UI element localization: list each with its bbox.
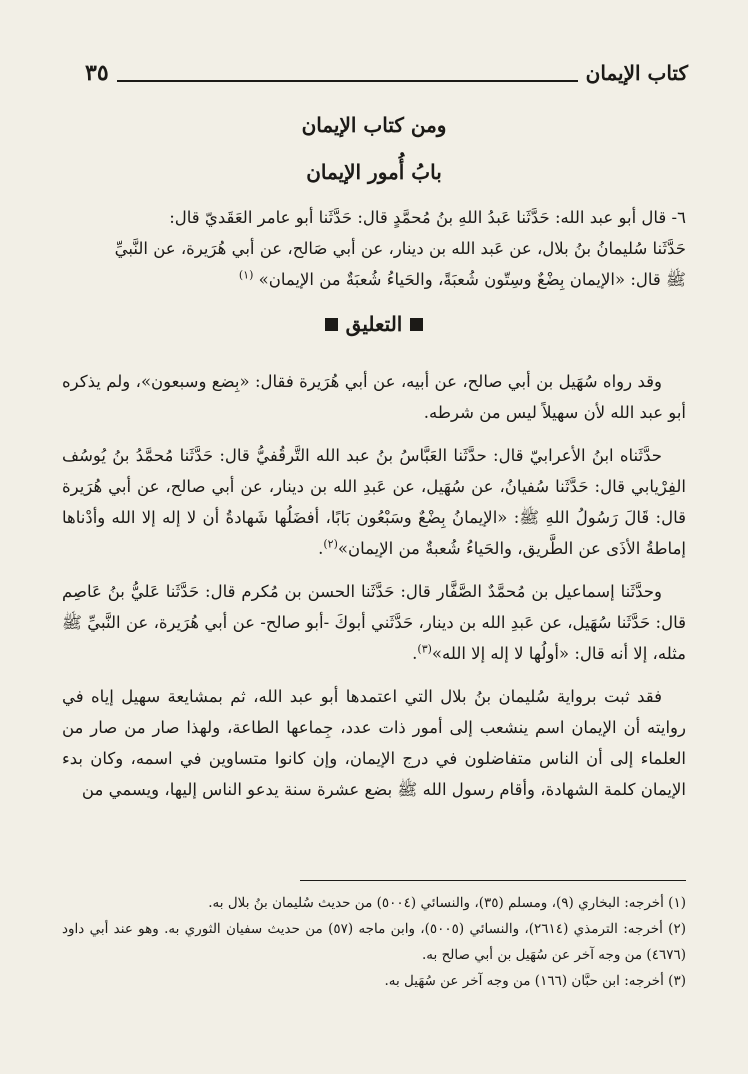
footnote-1: (١) أخرجه: البخاري (٩)، ومسلم (٣٥)، والنسائي (٥٠٠٤) من حديث سُليمان بنُ بلال به. — [208, 895, 686, 911]
footnote-separator — [300, 880, 686, 881]
square-bullet-icon — [410, 318, 423, 331]
hadith-block — [62, 202, 686, 295]
commentary-block — [62, 366, 686, 805]
footnote-ref-1[interactable]: (١) — [238, 268, 254, 282]
square-bullet-icon — [325, 318, 338, 331]
footnote-ref-3[interactable]: (٣) — [417, 642, 432, 656]
footnote-2: (٢) أخرجه: الترمذي (٢٦١٤)، والنسائي (٥٠٠٥)، وابن ماجه (٥٧) من حديث سفيان الثوري به. وهو عند أبي داود (٤٦٧٦) من وجه آخر عن سُهَيل بن أبي صالح به. — [62, 921, 686, 963]
commentary-heading — [62, 309, 686, 340]
commentary-paragraph-4: فقد ثبت برواية سُليمان بنُ بلال التي اعتمدها أبو عبد الله، ثم بمشايعة سهيل إياه في روايته أن الإيمان اسم ينشعب إلى أمور ذات عدد، جِماعها الطاعة، ولهذا صار من صار من العلماء إلى أن الناس متفاضلون في درج الإيمان، وإن كانوا متساوين في اسمه، وكان بدء الإيمان كلمة الشهادة، وأقام رسول الله ﷺ بضع عشرة سنة يدعو الناس إليها، ويسمي من — [62, 687, 686, 799]
commentary-heading-label: التعليق — [345, 312, 403, 336]
commentary-paragraph-3: وحدَّثَنا إسماعيل بن مُحمَّدٌ الصَّفَّار قال: حَدَّثَنا الحسن بن مُكرم قال: حَدَّثَنا عَليُّ بنُ عَاصِم قال: حَدَّثَنا سُهَيل، عن عَبدِ الله بن دينار، حَدَّثَني أبوكَ -أبو صالح- عن أبي هُرَيرة، عن النَّبيِّ ﷺ مثله، إلا أنه قال: «أولُها لا إله إلا الله»$^{(٣)}$. — [62, 582, 686, 663]
commentary-paragraph-2-text: حدَّثَناه ابنُ الأعرابيّ قال: حدَّثَنا العَبَّاسُ بنُ عبد الله التَّرقُفيُّ قال: حَدَّثَنا مُحمَّدُ بنُ يُوسُف الفِرْيابي قال: حَدَّثَنا سُفيانُ، عن سُهَيل، عن عَبدِ الله بن دينار، عن أبي صالح، عن أبي هُرَيرة قال: قَالَ رَسُولُ اللهِ ﷺ: «الإيمانُ بِضْعٌ وسَبْعُون بَابًا، أفضَلُها شَهادةُ أن لا إله إلا الله وأدْناها إماطةُ الأذَى عن الطَّريق، والحَياءُ شُعبةٌ من الإيمان» — [62, 446, 686, 558]
commentary-paragraph-1: وقد رواه سُهَيل بن أبي صالح، عن أبيه، عن أبي هُرَيرة فقال: «بِضع وسبعون»، ولم يذكره أبو عبد الله لأن سهيلاً ليس من شرطه. — [62, 372, 686, 422]
running-head — [85, 58, 688, 88]
hadith-line-3 — [62, 264, 686, 295]
page-number: ٣٥ — [85, 60, 109, 86]
footnote-3: (٣) أخرجه: ابن حبَّان (١٦٦) من وجه آخر عن سُهَيل به. — [384, 973, 686, 989]
running-head-rule — [117, 80, 578, 82]
footnotes — [62, 890, 686, 994]
footnote-ref-2[interactable]: (٢) — [323, 537, 338, 551]
commentary-paragraph-2: حدَّثَناه ابنُ الأعرابيّ قال: حدَّثَنا العَبَّاسُ بنُ عبد الله التَّرقُفيُّ قال: حَدَّثَنا مُحمَّدُ بنُ يُوسُف الفِرْيابي قال: حَدَّثَنا سُفيانُ، عن سُهَيل، عن عَبدِ الله بن دينار، عن أبي صالح، عن أبي هُرَيرة قال: قَالَ رَسُولُ اللهِ ﷺ: «الإيمانُ بِضْعٌ وسَبْعُون بَابًا، أفضَلُها شَهادةُ أن لا إله إلا الله وأدْناها إماطةُ الأذَى عن الطَّريق، والحَياءُ شُعبةٌ من الإيمان»$^{(٢)}$. — [62, 446, 686, 558]
commentary-paragraph-3-text: وحدَّثَنا إسماعيل بن مُحمَّدٌ الصَّفَّار قال: حَدَّثَنا الحسن بن مُكرم قال: حَدَّثَنا عَليُّ بنُ عَاصِم قال: حَدَّثَنا سُهَيل، عن عَبدِ الله بن دينار، حَدَّثَني أبوكَ -أبو صالح- عن أبي هُرَيرة، عن النَّبيِّ ﷺ مثله، إلا أنه قال: «أولُها لا إله إلا الله» — [62, 582, 686, 663]
hadith-line-3-text: ﷺ قال: «الإيمان بِضْعٌ وسِتّون شُعبَةً، والحَياءُ شُعبَةٌ من الإيمان» — [258, 270, 686, 289]
section-heading: ومن كتاب الإيمان — [301, 113, 447, 137]
hadith-line-2: حَدَّثَنا سُليمانُ بنُ بلال، عن عَبد الله بن دينار، عن أبي صَالح، عن أبي هُرَيرة، عن النَّبيِّ — [114, 239, 686, 258]
running-head-title: كتاب الإيمان — [585, 61, 688, 85]
chapter-heading: بابُ أُمور الإيمان — [306, 160, 442, 184]
main-text — [62, 110, 686, 817]
hadith-line-1: ٦- قال أبو عبد الله: حَدَّثَنا عَبدُ اللهِ بنُ مُحمَّدٍ قال: حَدَّثَنا أبو عامر العَقَديّ قال: — [169, 208, 686, 227]
